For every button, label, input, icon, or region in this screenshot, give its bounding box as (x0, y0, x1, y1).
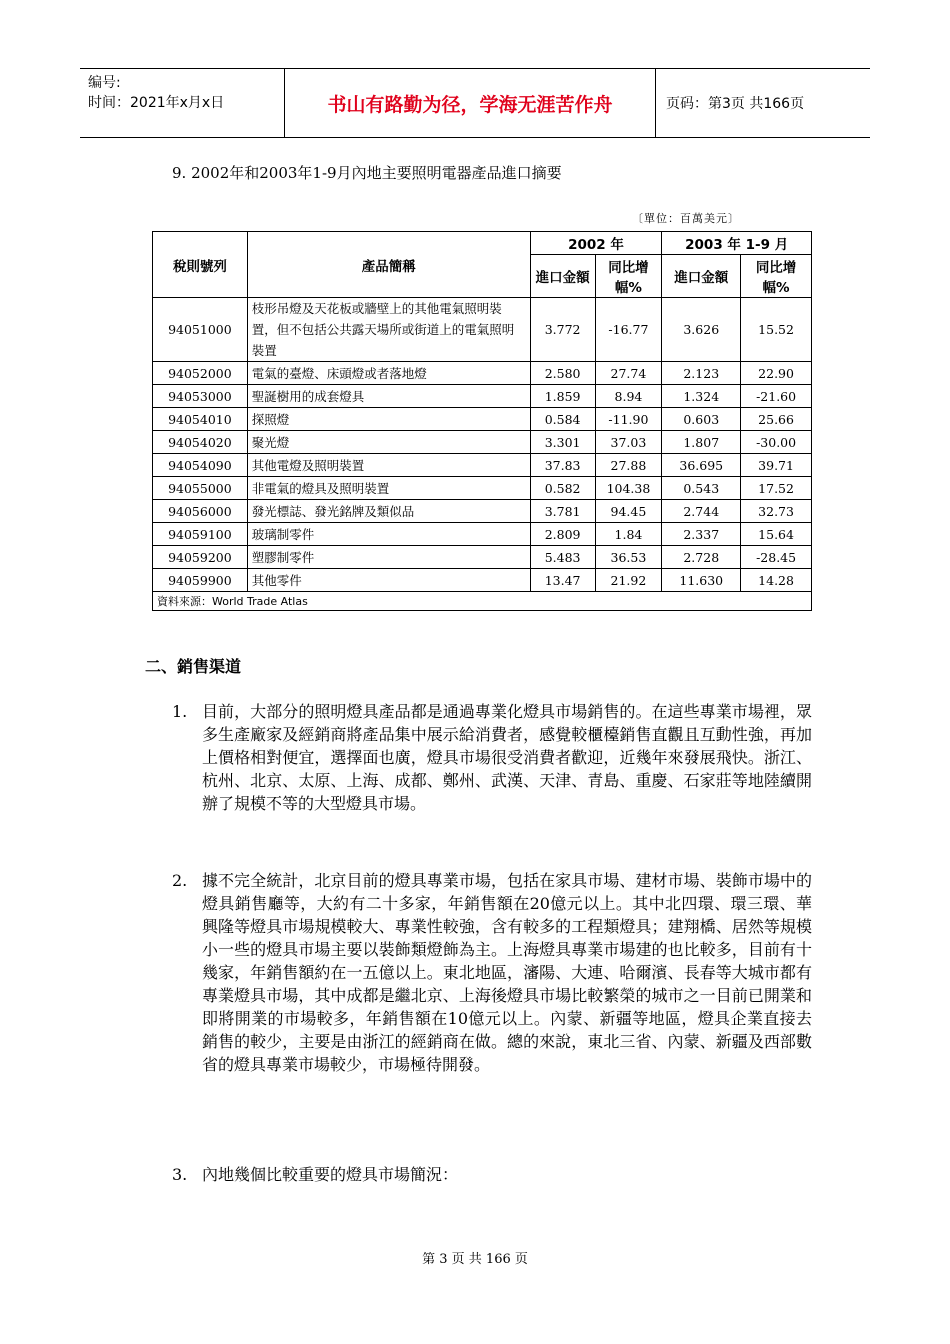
cell-name: 其他電燈及照明裝置 (247, 454, 530, 477)
cell-growth-2003: -28.45 (741, 546, 812, 569)
cell-import-2003: 1.807 (662, 431, 741, 454)
cell-growth-2002: 36.53 (595, 546, 662, 569)
header-growth-2002: 同比增幅% (595, 255, 662, 298)
paragraph (172, 1163, 812, 1186)
header-import-2002: 進口金額 (530, 255, 595, 298)
cell-code: 94059900 (153, 569, 248, 592)
paragraph-number: 1. (172, 702, 188, 721)
cell-growth-2003: -30.00 (741, 431, 812, 454)
page-header (80, 68, 870, 138)
cell-import-2003: 1.324 (662, 385, 741, 408)
cell-import-2003: 2.744 (662, 500, 741, 523)
paragraph-number: 2. (172, 871, 188, 890)
header-growth-2003: 同比增幅% (741, 255, 812, 298)
header-import-2003: 進口金額 (662, 255, 741, 298)
table-row (153, 454, 812, 477)
cell-code: 94054090 (153, 454, 248, 477)
cell-import-2002: 2.580 (530, 362, 595, 385)
header-meta (80, 69, 284, 137)
cell-growth-2002: 104.38 (595, 477, 662, 500)
cell-import-2002: 3.781 (530, 500, 595, 523)
paragraph (172, 700, 812, 815)
cell-growth-2002: -11.90 (595, 408, 662, 431)
cell-growth-2003: 17.52 (741, 477, 812, 500)
table-row (153, 546, 812, 569)
cell-growth-2002: 27.88 (595, 454, 662, 477)
cell-import-2002: 3.301 (530, 431, 595, 454)
cell-import-2002: 0.584 (530, 408, 595, 431)
cell-growth-2003: 22.90 (741, 362, 812, 385)
cell-growth-2003: 25.66 (741, 408, 812, 431)
cell-growth-2003: 15.52 (741, 298, 812, 362)
cell-code: 94059200 (153, 546, 248, 569)
number-label: 编号: (88, 75, 121, 91)
cell-import-2003: 3.626 (662, 298, 741, 362)
table-row (153, 477, 812, 500)
paragraph (172, 869, 812, 1076)
table-source: 資料來源：World Trade Atlas (153, 592, 812, 611)
table-row (153, 523, 812, 546)
cell-growth-2003: 14.28 (741, 569, 812, 592)
cell-growth-2003: -21.60 (741, 385, 812, 408)
cell-growth-2002: 21.92 (595, 569, 662, 592)
cell-import-2002: 3.772 (530, 298, 595, 362)
cell-name: 聚光燈 (247, 431, 530, 454)
cell-code: 94052000 (153, 362, 248, 385)
cell-growth-2002: 27.74 (595, 362, 662, 385)
cell-code: 94059100 (153, 523, 248, 546)
cell-growth-2002: 8.94 (595, 385, 662, 408)
paragraph-text: 內地幾個比較重要的燈具市場簡況： (202, 1165, 459, 1184)
table-row (153, 385, 812, 408)
cell-code: 94056000 (153, 500, 248, 523)
cell-import-2003: 0.543 (662, 477, 741, 500)
cell-name: 電氣的臺燈、床頭燈或者落地燈 (247, 362, 530, 385)
cell-growth-2003: 32.73 (741, 500, 812, 523)
cell-import-2002: 0.582 (530, 477, 595, 500)
cell-import-2002: 13.47 (530, 569, 595, 592)
cell-import-2003: 2.728 (662, 546, 741, 569)
cell-growth-2002: -16.77 (595, 298, 662, 362)
cell-name: 發光標誌、發光銘牌及類似品 (247, 500, 530, 523)
table-row (153, 431, 812, 454)
cell-import-2003: 0.603 (662, 408, 741, 431)
cell-name: 枝形吊燈及天花板或牆壁上的其他電氣照明裝置，但不包括公共露天場所或街道上的電氣照明裝置 (247, 298, 530, 362)
cell-growth-2002: 1.84 (595, 523, 662, 546)
cell-import-2003: 2.123 (662, 362, 741, 385)
table-row (153, 500, 812, 523)
cell-import-2002: 1.859 (530, 385, 595, 408)
cell-growth-2003: 15.64 (741, 523, 812, 546)
cell-name: 其他零件 (247, 569, 530, 592)
cell-name: 玻璃制零件 (247, 523, 530, 546)
cell-name: 聖誕樹用的成套燈具 (247, 385, 530, 408)
time-label: 时间：2021年x月x日 (88, 95, 225, 111)
header-page-info: 页码：第3页 共166页 (666, 96, 805, 112)
header-motto: 书山有路勤为径，学海无涯苦作舟 (284, 69, 656, 137)
unit-note: 〔單位：百萬美元〕 (632, 212, 740, 225)
cell-import-2002: 2.809 (530, 523, 595, 546)
cell-code: 94054020 (153, 431, 248, 454)
table-row (153, 298, 812, 362)
cell-code: 94055000 (153, 477, 248, 500)
paragraph-text: 據不完全統計，北京目前的燈具專業市場，包括在家具市場、建材市場、裝飾市場中的燈具銷售廳等，大約有二十多家，年銷售額在20億元以上。其中北四環、環三環、華興隆等燈具市場規模較大、專業性較強，含有較多的工程類燈具；建翔橋、居然等規模小一些的燈具市場主要以裝飾類燈飾為主。上海燈具專業市場建的也比較多，目前有十幾家，年銷售額約在一五億以上。東北地區，瀋陽、大連、哈爾濱、長春等大城市都有專業燈具市場，其中成都是繼北京、上海後燈具市場比較繁榮的城市之一目前已開業和即將開業的市場較多，年銷售額在10億元以上。內蒙、新疆等地區，燈具企業直接去銷售的較少，主要是由浙江的經銷商在做。總的來說，東北三省、內蒙、新疆及西部數省的燈具專業市場較少，市場極待開發。 (202, 871, 812, 1074)
page-footer: 第 3 页 共 166 页 (422, 1252, 528, 1267)
section-title: 二、銷售渠道 (145, 657, 242, 676)
table-source-row (153, 592, 812, 611)
cell-code: 94053000 (153, 385, 248, 408)
table-row (153, 569, 812, 592)
header-code: 稅則號列 (153, 232, 248, 298)
table-title: 9. 2002年和2003年1-9月內地主要照明電器產品進口摘要 (172, 164, 562, 182)
cell-code: 94051000 (153, 298, 248, 362)
cell-code: 94054010 (153, 408, 248, 431)
header-2003: 2003 年 1-9 月 (662, 232, 812, 255)
table-row (153, 362, 812, 385)
import-table (152, 231, 812, 611)
cell-import-2003: 2.337 (662, 523, 741, 546)
cell-import-2002: 37.83 (530, 454, 595, 477)
cell-growth-2003: 39.71 (741, 454, 812, 477)
cell-import-2003: 36.695 (662, 454, 741, 477)
cell-growth-2002: 94.45 (595, 500, 662, 523)
table-row (153, 408, 812, 431)
cell-name: 非電氣的燈具及照明裝置 (247, 477, 530, 500)
header-2002: 2002 年 (530, 232, 662, 255)
header-name: 產品簡稱 (247, 232, 530, 298)
cell-import-2003: 11.630 (662, 569, 741, 592)
cell-name: 探照燈 (247, 408, 530, 431)
cell-name: 塑膠制零件 (247, 546, 530, 569)
paragraph-number: 3. (172, 1165, 188, 1184)
cell-growth-2002: 37.03 (595, 431, 662, 454)
paragraph-text: 目前，大部分的照明燈具產品都是通過專業化燈具市場銷售的。在這些專業市場裡，眾多生產廠家及經銷商將產品集中展示給消費者，感覺較櫃檯銷售直觀且互動性強，再加上價格相對便宜，選擇面也廣，燈具市場很受消費者歡迎，近幾年來發展飛快。浙江、杭州、北京、太原、上海、成都、鄭州、武漢、天津、青島、重慶、石家莊等地陸續開辦了規模不等的大型燈具市場。 (202, 702, 812, 813)
cell-import-2002: 5.483 (530, 546, 595, 569)
